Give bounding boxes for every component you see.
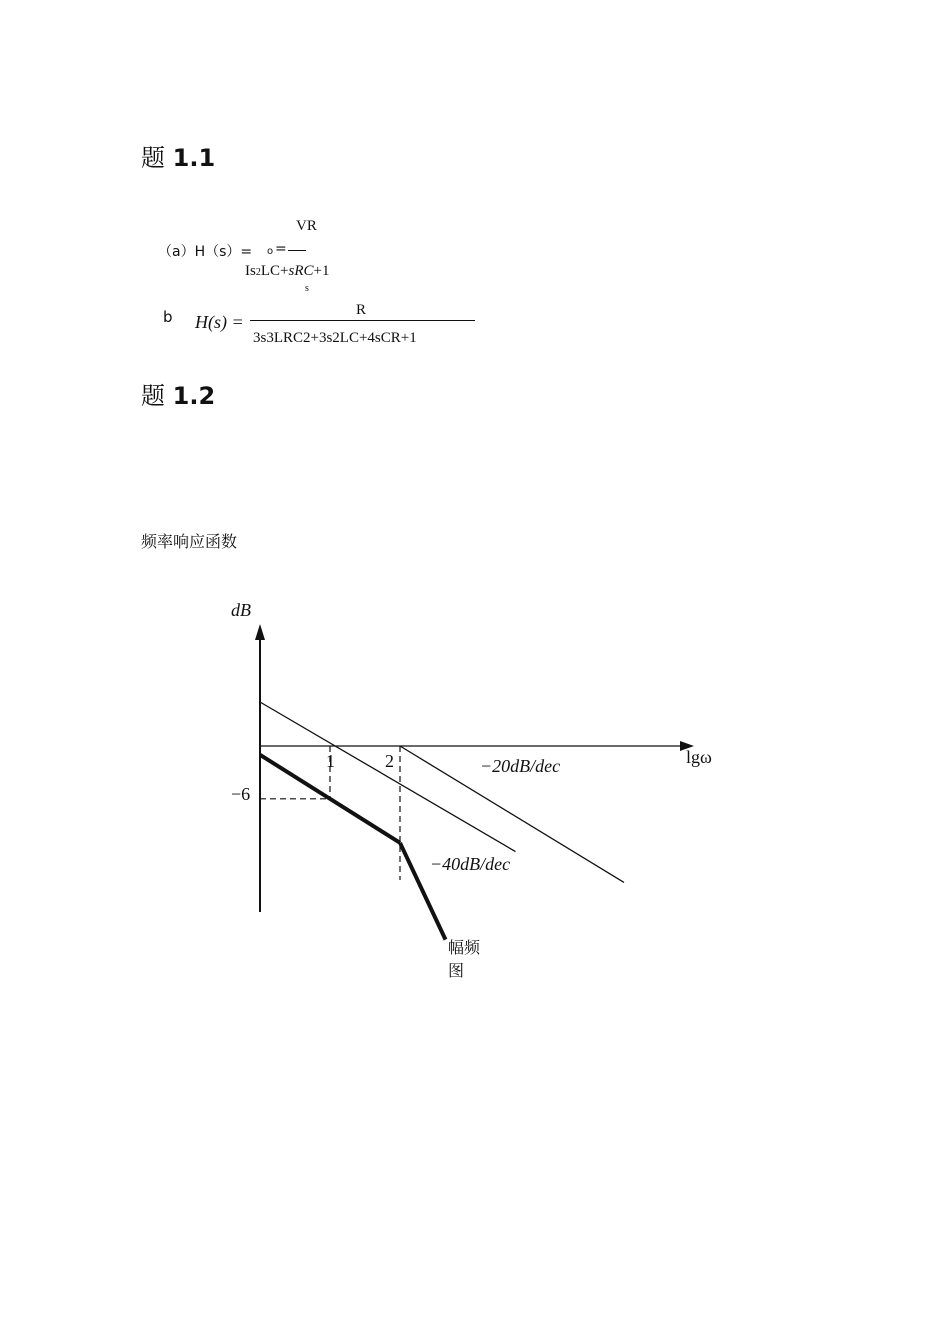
- eq-a-den-src: sRC: [288, 263, 314, 279]
- caption-line-1: 幅频: [448, 938, 481, 957]
- eq-b-lhs: H(s) =: [195, 312, 244, 332]
- heading-1-2-prefix: 题: [141, 382, 165, 410]
- eq-b-numerator: R: [356, 302, 367, 318]
- heading-1-1-number: 1.1: [172, 144, 216, 172]
- eq-a-den-lc: LC+: [260, 263, 289, 279]
- eq-a-den-sup: 2: [255, 267, 261, 278]
- y-axis-arrow: [255, 624, 265, 640]
- annotation-minus40: −40dB/dec: [430, 854, 511, 874]
- eq-a-numerator: VR: [296, 218, 317, 234]
- y-axis-label: dB: [231, 600, 251, 620]
- caption-line-2: 图: [448, 961, 465, 980]
- x-axis-label: lgω: [686, 747, 712, 767]
- eq-a-mid: =: [275, 241, 287, 257]
- eq-a-sub-o: o: [267, 246, 274, 257]
- heading-1-2-number: 1.2: [172, 382, 216, 410]
- x-tick-label-1: 1: [326, 751, 335, 771]
- x-tick-label-2: 2: [385, 751, 394, 771]
- eq-b-label: b: [163, 308, 173, 326]
- subtitle-frequency-response: 频率响应函数: [141, 532, 238, 551]
- eq-b-denominator: 3s3LRC2+3s2LC+4sCR+1: [253, 330, 417, 346]
- y-tick-label-minus6: −6: [231, 784, 251, 804]
- annotation-minus20: −20dB/dec: [480, 756, 561, 776]
- eq-a-left: （a）H（s）=: [158, 244, 253, 260]
- heading-1-1-prefix: 题: [141, 144, 165, 172]
- series-lines: [260, 702, 624, 940]
- eq-a-den-end: +1: [313, 263, 330, 279]
- eq-a-sub-s: s: [305, 283, 309, 294]
- eq-a-den-I: Is: [245, 263, 256, 279]
